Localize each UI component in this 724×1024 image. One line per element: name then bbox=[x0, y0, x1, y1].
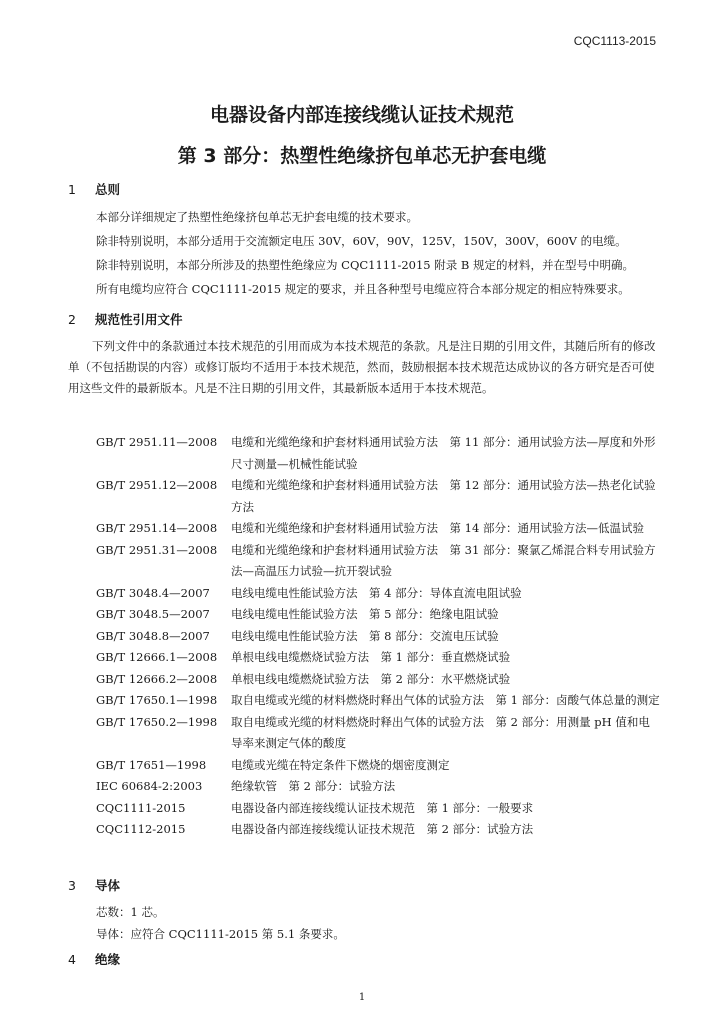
reference-code: CQC1112-2015 bbox=[96, 822, 186, 836]
section-number: 2 bbox=[68, 312, 76, 327]
reference-code: GB/T 17650.2—1998 bbox=[96, 714, 218, 729]
reference-item bbox=[96, 626, 660, 648]
reference-code: GB/T 2951.14—2008 bbox=[96, 521, 218, 535]
reference-item bbox=[96, 432, 660, 475]
reference-item bbox=[96, 798, 660, 820]
section-title: 导体 bbox=[95, 878, 121, 893]
reference-item bbox=[96, 755, 660, 777]
reference-title: 电缆和光缆绝缘和护套材料通用试验方法 第 31 部分：聚氯乙烯混合料专用试验方法—高温压力试验—抗开裂试验 bbox=[231, 542, 656, 578]
section-number: 3 bbox=[68, 878, 76, 893]
document-subtitle: 第 3 部分：热塑性绝缘挤包单芯无护套电缆 bbox=[177, 145, 547, 167]
reference-title: 电器设备内部连接线缆认证技术规范 第 2 部分：试验方法 bbox=[231, 822, 534, 836]
section-title: 规范性引用文件 bbox=[95, 312, 183, 327]
reference-code: GB/T 2951.11—2008 bbox=[96, 435, 218, 449]
section-2-heading bbox=[68, 310, 183, 328]
reference-item bbox=[96, 669, 660, 691]
section-2-intro: 下列文件中的条款通过本技术规范的引用而成为本技术规范的条款。凡是注日期的引用文件，其随后所有的修改单（不包括勘误的内容）或修订版均不适用于本技术规范，然而，鼓励根据本技术规范达成协议的各方研究是否可使用这些文件的最新版本。凡是不注日期的引用文件，其最新版本适用于本技术规范。 bbox=[68, 339, 656, 395]
paragraph: 芯数：1 芯。 bbox=[96, 905, 165, 919]
reference-item bbox=[96, 712, 660, 755]
paragraph: 除非特别说明，本部分适用于交流额定电压 30V，60V，90V，125V，150V，300V，600V 的电缆。 bbox=[96, 234, 627, 248]
section-title: 总则 bbox=[95, 182, 121, 197]
reference-item bbox=[96, 518, 660, 540]
normative-references-list bbox=[96, 432, 660, 841]
reference-title: 电线电缆电性能试验方法 第 4 部分：导体直流电阻试验 bbox=[231, 585, 522, 600]
reference-code: GB/T 12666.2—2008 bbox=[96, 671, 218, 686]
reference-title: 绝缘软管 第 2 部分：试验方法 bbox=[231, 779, 396, 793]
reference-item bbox=[96, 583, 660, 605]
reference-title: 单根电线电缆燃烧试验方法 第 1 部分：垂直燃烧试验 bbox=[231, 650, 511, 664]
section-number: 4 bbox=[68, 952, 76, 967]
paragraph: 除非特别说明，本部分所涉及的热塑性绝缘应为 CQC1111-2015 附录 B 规定的材料，并在型号中明确。 bbox=[96, 258, 635, 272]
reference-title: 电线电缆电性能试验方法 第 8 部分：交流电压试验 bbox=[231, 628, 499, 643]
reference-code: IEC 60684-2:2003 bbox=[96, 779, 203, 793]
reference-item bbox=[96, 540, 660, 583]
reference-item bbox=[96, 819, 660, 841]
section-1-heading bbox=[68, 180, 120, 198]
reference-title: 单根电线电缆燃烧试验方法 第 2 部分：水平燃烧试验 bbox=[231, 671, 511, 686]
reference-item bbox=[96, 475, 660, 518]
reference-code: GB/T 2951.12—2008 bbox=[96, 478, 218, 492]
reference-code: GB/T 3048.8—2007 bbox=[96, 628, 210, 643]
reference-code: GB/T 12666.1—2008 bbox=[96, 650, 218, 664]
reference-title: 电缆和光缆绝缘和护套材料通用试验方法 第 12 部分：通用试验方法—热老化试验方法 bbox=[231, 478, 656, 514]
reference-code: GB/T 17651—1998 bbox=[96, 757, 207, 772]
reference-title: 取自电缆或光缆的材料燃烧时释出气体的试验方法 第 1 部分：卤酸气体总量的测定 bbox=[231, 693, 660, 707]
section-title: 绝缘 bbox=[95, 952, 121, 967]
page-number: 1 bbox=[358, 992, 366, 1003]
reference-title: 电线电缆电性能试验方法 第 5 部分：绝缘电阻试验 bbox=[231, 607, 499, 621]
section-number: 1 bbox=[68, 182, 76, 197]
reference-item bbox=[96, 604, 660, 626]
paragraph: 本部分详细规定了热塑性绝缘挤包单芯无护套电缆的技术要求。 bbox=[96, 210, 418, 224]
reference-title: 电缆和光缆绝缘和护套材料通用试验方法 第 11 部分：通用试验方法—厚度和外形尺寸测量—机械性能试验 bbox=[231, 435, 656, 471]
reference-code: GB/T 2951.31—2008 bbox=[96, 542, 218, 557]
reference-item bbox=[96, 776, 660, 798]
section-4-heading bbox=[68, 950, 120, 968]
reference-title: 电缆和光缆绝缘和护套材料通用试验方法 第 14 部分：通用试验方法—低温试验 bbox=[231, 521, 644, 535]
reference-item bbox=[96, 647, 660, 669]
reference-code: CQC1111-2015 bbox=[96, 800, 186, 815]
reference-title: 取自电缆或光缆的材料燃烧时释出气体的试验方法 第 2 部分：用测量 pH 值和电导率来测定气体的酸度 bbox=[231, 714, 650, 750]
reference-code: GB/T 3048.4—2007 bbox=[96, 585, 210, 600]
reference-code: GB/T 3048.5—2007 bbox=[96, 607, 210, 621]
reference-title: 电缆或光缆在特定条件下燃烧的烟密度测定 bbox=[231, 757, 450, 772]
reference-item bbox=[96, 690, 660, 712]
paragraph: 导体：应符合 CQC1111-2015 第 5.1 条要求。 bbox=[96, 927, 345, 941]
document-title: 电器设备内部连接线缆认证技术规范 bbox=[209, 104, 514, 126]
section-3-heading bbox=[68, 876, 120, 894]
reference-code: GB/T 17650.1—1998 bbox=[96, 693, 218, 707]
reference-title: 电器设备内部连接线缆认证技术规范 第 1 部分：一般要求 bbox=[231, 800, 534, 815]
document-code: CQC1113-2015 bbox=[573, 34, 656, 48]
paragraph: 所有电缆均应符合 CQC1111-2015 规定的要求，并且各种型号电缆应符合本部分规定的相应特殊要求。 bbox=[96, 282, 630, 296]
